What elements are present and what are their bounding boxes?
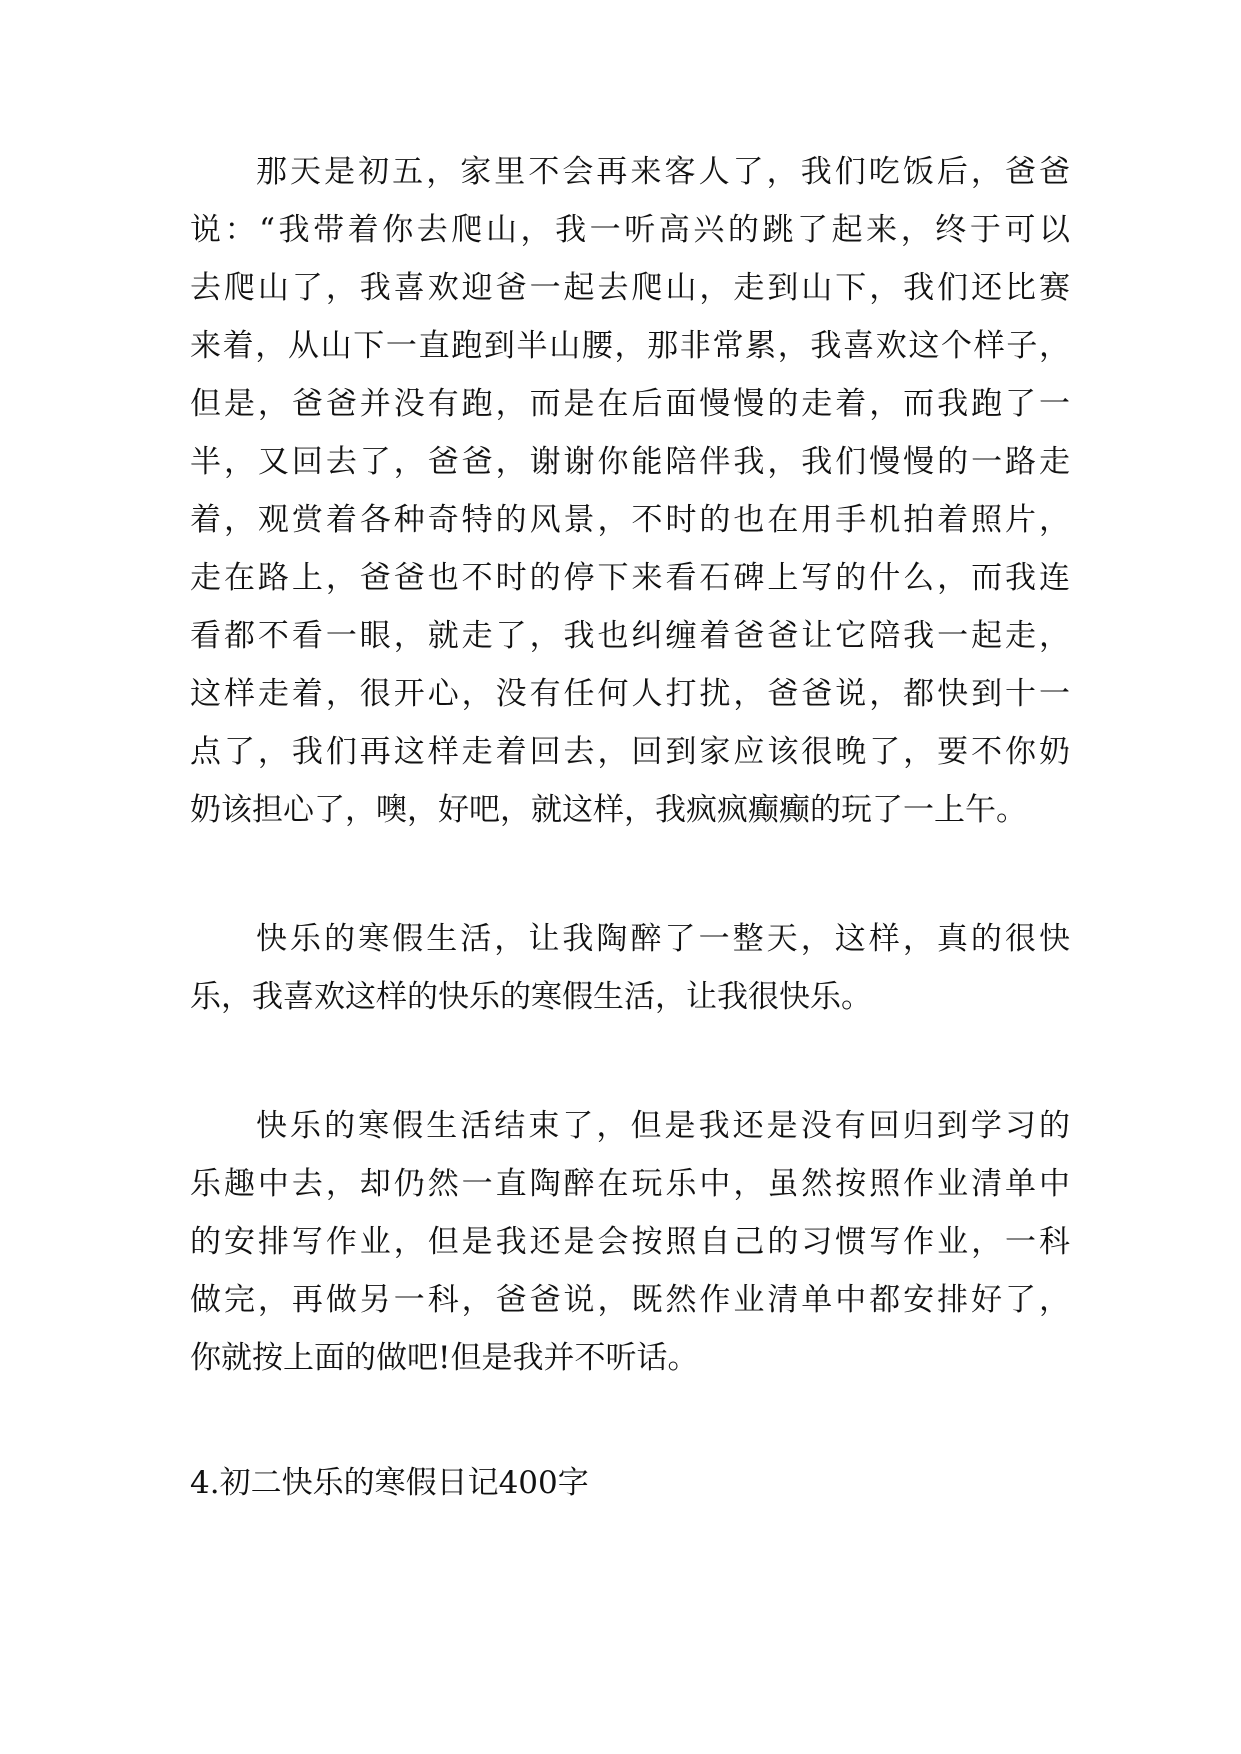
text-line: 的安排写作业，但是我还是会按照自己的习惯写作业，一科: [190, 1224, 1070, 1260]
text-line: 但是，爸爸并没有跑，而是在后面慢慢的走着，而我跑了一: [190, 386, 1070, 422]
text-line: 乐，我喜欢这样的快乐的寒假生活，让我很快乐。: [190, 979, 872, 1015]
text-line: 说：“我带着你去爬山，我一听高兴的跳了起来，终于可以: [190, 212, 1070, 248]
text-line: 着，观赏着各种奇特的风景，不时的也在用手机拍着照片，: [190, 502, 1070, 538]
text-line: 来着，从山下一直跑到半山腰，那非常累，我喜欢这个样子，: [190, 328, 1070, 364]
text-line: 这样走着，很开心，没有任何人打扰，爸爸说，都快到十一: [190, 676, 1070, 712]
text-line: 去爬山了，我喜欢迎爸一起去爬山，走到山下，我们还比赛: [190, 270, 1070, 306]
text-line: 乐趣中去，却仍然一直陶醉在玩乐中，虽然按照作业清单中: [190, 1166, 1070, 1202]
text-line: 走在路上，爸爸也不时的停下来看石碑上写的什么，而我连: [190, 560, 1070, 596]
text-line: 看都不看一眼，就走了，我也纠缠着爸爸让它陪我一起走，: [190, 618, 1070, 654]
text-line: 半，又回去了，爸爸，谢谢你能陪伴我，我们慢慢的一路走: [190, 444, 1070, 480]
section-heading: 4.初二快乐的寒假日记400字: [190, 1465, 589, 1501]
text-line: 你就按上面的做吧!但是我并不听话。: [190, 1340, 699, 1376]
text-line: 点了，我们再这样走着回去，回到家应该很晚了，要不你奶: [190, 734, 1070, 770]
text-line: 那天是初五，家里不会再来客人了，我们吃饭后，爸爸: [256, 154, 1070, 190]
text-line: 快乐的寒假生活结束了，但是我还是没有回归到学习的: [256, 1108, 1070, 1144]
text-line: 奶该担心了，噢，好吧，就这样，我疯疯癫癫的玩了一上午。: [190, 792, 1027, 828]
text-line: 做完，再做另一科，爸爸说，既然作业清单中都安排好了，: [190, 1282, 1070, 1318]
text-line: 快乐的寒假生活，让我陶醉了一整天，这样，真的很快: [256, 921, 1070, 957]
